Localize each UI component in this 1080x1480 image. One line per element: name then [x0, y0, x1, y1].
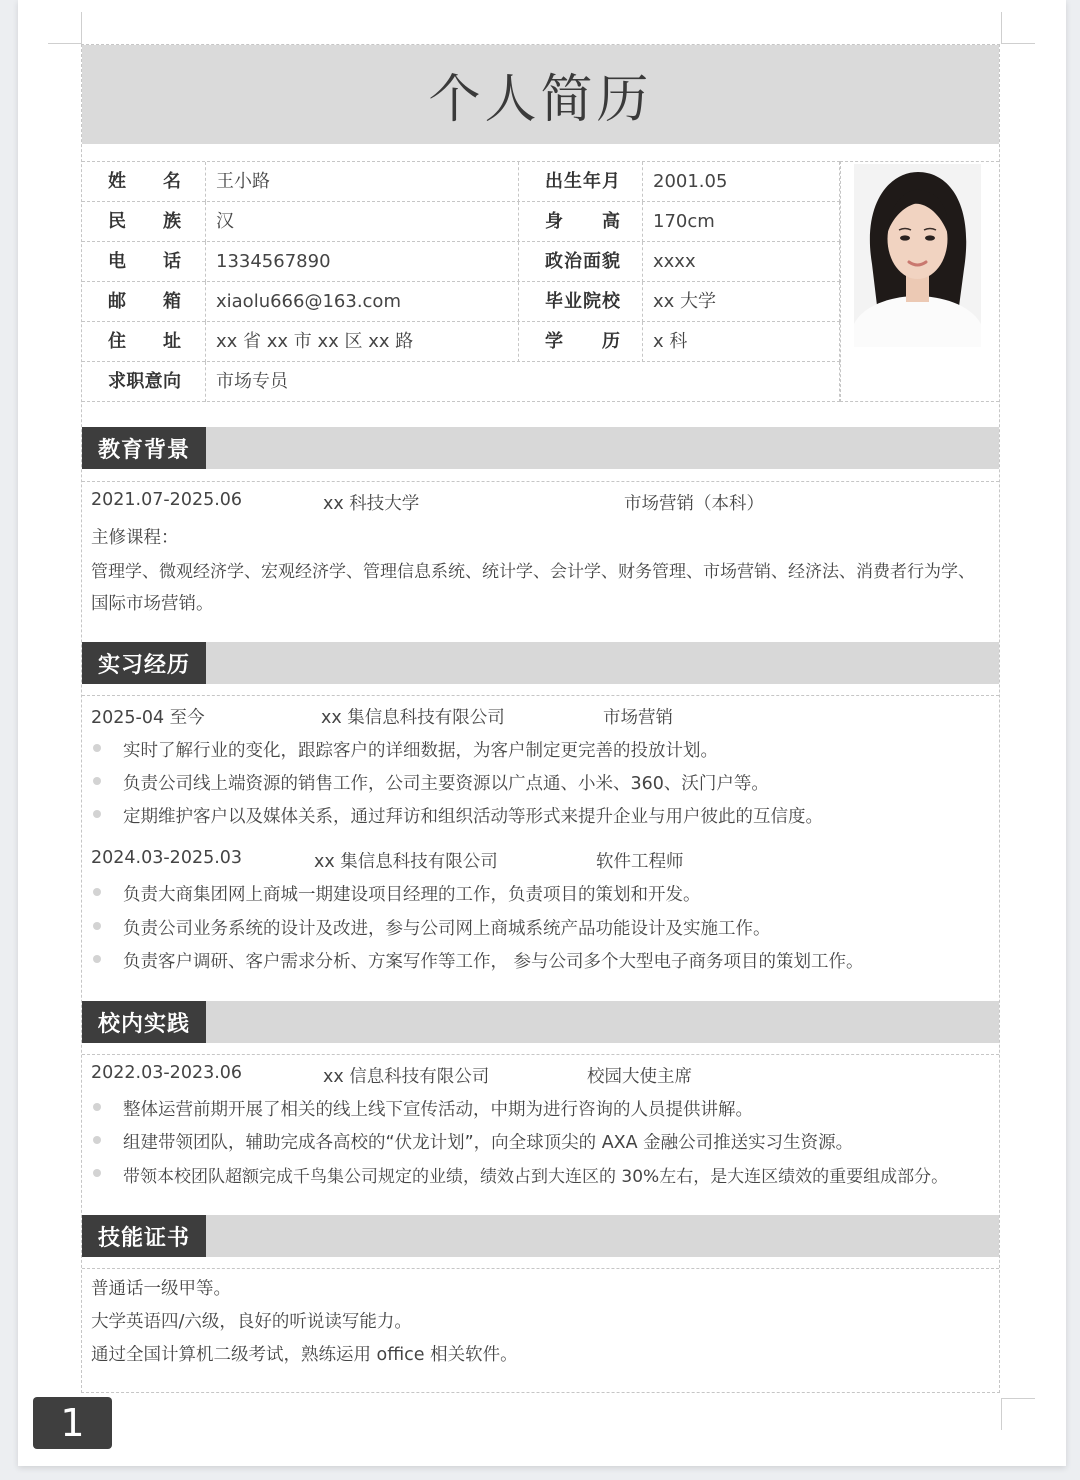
- crop-mark-bottom-right: [1001, 1398, 1035, 1430]
- section-body-internship: [82, 695, 999, 1001]
- bullet-dot: [93, 777, 101, 785]
- value-address: xx 省 xx 市 xx 区 xx 路: [206, 322, 519, 362]
- edu-school: xx 科技大学: [323, 494, 420, 514]
- label-degree: 学历: [519, 322, 643, 362]
- campus-period: 2022.03-2023.06: [91, 1063, 243, 1083]
- skill-item: 普通话一级甲等。: [91, 1279, 231, 1299]
- value-objective: 市场专员: [206, 362, 840, 402]
- campus-bullet-2: 组建带领团队，辅助完成各高校的“伏龙计划”，向全球顶尖的 AXA 金融公司推送实习生资源。: [123, 1133, 854, 1153]
- info-row: [82, 282, 840, 322]
- section-title-education: 教育背景: [82, 427, 206, 469]
- bullet-dot: [93, 888, 101, 896]
- job2-bullet-2: 负责公司业务系统的设计及改进，参与公司网上商城系统产品功能设计及实施工作。: [123, 919, 771, 939]
- info-row: [82, 362, 840, 402]
- section-body-skills: [82, 1268, 999, 1392]
- value-email: xiaolu666@163.com: [206, 282, 519, 322]
- bullet-dot: [93, 1103, 101, 1111]
- section-header-campus: [82, 1001, 999, 1043]
- document-page: [18, 0, 1066, 1466]
- info-grid: [82, 161, 840, 402]
- value-degree: x 科: [643, 322, 840, 362]
- label-ethnicity: 民族: [82, 202, 206, 242]
- label-phone: 电话: [82, 242, 206, 282]
- label-height: 身高: [519, 202, 643, 242]
- bullet-dot: [93, 810, 101, 818]
- bullet-dot: [93, 955, 101, 963]
- section-header-education: [82, 427, 999, 469]
- personal-info: [82, 161, 999, 402]
- section-title-skills: 技能证书: [82, 1215, 206, 1257]
- value-height: 170cm: [643, 202, 840, 242]
- campus-bullet-1: 整体运营前期开展了相关的线上线下宣传活动，中期为进行咨询的人员提供讲解。: [123, 1100, 753, 1120]
- resume-title: 个人简历: [428, 70, 653, 130]
- info-row: [82, 162, 840, 202]
- info-row: [82, 202, 840, 242]
- skill-item: 通过全国计算机二级考试，熟练运用 office 相关软件。: [91, 1345, 518, 1365]
- label-address: 住址: [82, 322, 206, 362]
- label-email: 邮箱: [82, 282, 206, 322]
- bullet-dot: [93, 922, 101, 930]
- job2-bullet-3: 负责客户调研、客户需求分析、方案写作等工作， 参与公司多个大型电子商务项目的策划工作。: [123, 952, 864, 972]
- campus-bullet-3: 带领本校团队超额完成千鸟集公司规定的业绩，绩效占到大连区的 30%左右，是大连区绩效的重要组成部分。: [123, 1167, 949, 1187]
- page-number-badge[interactable]: 1: [33, 1397, 112, 1449]
- section-title-campus: 校内实践: [82, 1001, 206, 1043]
- edu-courses-line2: 国际市场营销。: [91, 594, 214, 614]
- title-band: [82, 45, 999, 144]
- job2-bullet-1: 负责大商集团网上商城一期建设项目经理的工作，负责项目的策划和开发。: [123, 885, 701, 905]
- edu-courses-label: 主修课程：: [91, 528, 179, 548]
- bullet-dot: [93, 1169, 101, 1177]
- crop-mark-top-right: [1001, 12, 1035, 44]
- info-row: [82, 322, 840, 362]
- job1-bullet-1: 实时了解行业的变化，跟踪客户的详细数据，为客户制定更完善的投放计划。: [123, 741, 718, 761]
- job2-company: xx 集信息科技有限公司: [314, 852, 498, 872]
- label-objective: 求职意向: [82, 362, 206, 402]
- edu-major: 市场营销（本科）: [624, 494, 764, 514]
- crop-mark-top-left: [48, 12, 82, 44]
- campus-company: xx 信息科技有限公司: [323, 1067, 490, 1087]
- job2-role: 软件工程师: [596, 852, 684, 872]
- value-school: xx 大学: [643, 282, 840, 322]
- profile-photo: [854, 164, 981, 347]
- job1-bullet-2: 负责公司线上端资源的销售工作，公司主要资源以广点通、小米、360、沃门户等。: [123, 774, 769, 794]
- label-name: 姓名: [82, 162, 206, 202]
- job1-role: 市场营销: [603, 708, 673, 728]
- skill-item: 大学英语四/六级，良好的听说读写能力。: [91, 1312, 412, 1332]
- job1-period: 2025-04 至今: [91, 708, 205, 728]
- value-birth: 2001.05: [643, 162, 840, 202]
- value-political: xxxx: [643, 242, 840, 282]
- label-birth: 出生年月: [519, 162, 643, 202]
- edu-courses-line1: 管理学、微观经济学、宏观经济学、管理信息系统、统计学、会计学、财务管理、市场营销、经济法、消费者行为学、: [91, 562, 975, 582]
- info-row: [82, 242, 840, 282]
- photo-cell: [840, 161, 999, 402]
- value-name: 王小路: [206, 162, 519, 202]
- resume: [81, 44, 1000, 1393]
- section-header-internship: [82, 642, 999, 684]
- bullet-dot: [93, 744, 101, 752]
- bullet-dot: [93, 1136, 101, 1144]
- section-header-skills: [82, 1215, 999, 1257]
- job1-bullet-3: 定期维护客户以及媒体关系，通过拜访和组织活动等形式来提升企业与用户彼此的互信度。: [123, 807, 823, 827]
- label-school: 毕业院校: [519, 282, 643, 322]
- section-title-internship: 实习经历: [82, 642, 206, 684]
- value-ethnicity: 汉: [206, 202, 519, 242]
- label-political: 政治面貌: [519, 242, 643, 282]
- job2-period: 2024.03-2025.03: [91, 848, 243, 868]
- section-body-education: [82, 481, 999, 642]
- job1-company: xx 集信息科技有限公司: [321, 708, 505, 728]
- section-body-campus: [82, 1054, 999, 1215]
- value-phone: 1334567890: [206, 242, 519, 282]
- campus-role: 校园大使主席: [587, 1067, 692, 1087]
- edu-period: 2021.07-2025.06: [91, 490, 243, 510]
